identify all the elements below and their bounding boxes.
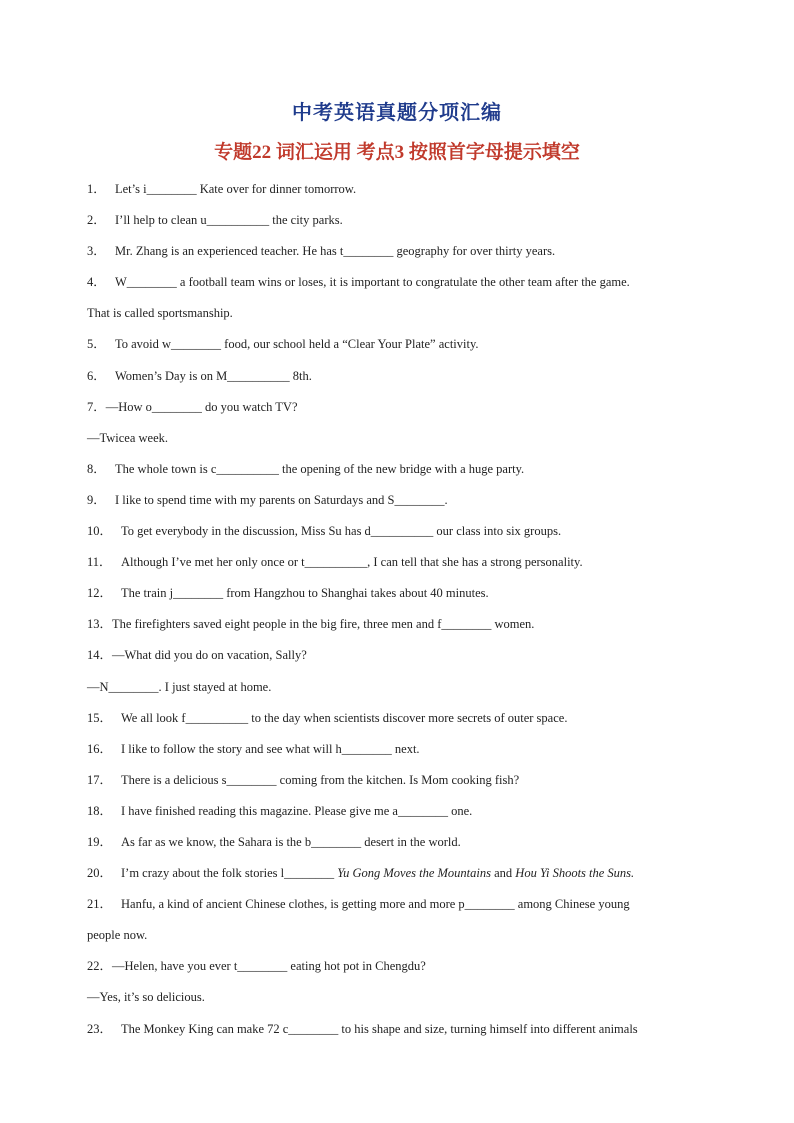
question-text: Women’s Day is on M__________ 8th.	[115, 368, 312, 383]
question-number: 2．	[87, 213, 106, 228]
question-line	[87, 672, 707, 703]
question-line	[87, 951, 707, 982]
question-line	[87, 267, 707, 298]
question-text: I’ll help to clean u__________ the city parks.	[115, 213, 343, 228]
question-line	[87, 703, 707, 734]
question-line	[87, 392, 707, 423]
question-line	[87, 765, 707, 796]
question-text: That is called sportsmanship.	[87, 306, 233, 321]
question-number: 10．	[87, 524, 113, 539]
question-line	[87, 640, 707, 671]
question-number: 6．	[87, 368, 106, 383]
question-line	[87, 298, 707, 329]
story-title: Hou Yi Shoots the Suns.	[515, 866, 635, 881]
question-number: 8．	[87, 461, 106, 476]
question-line	[87, 920, 707, 951]
question-text: and	[490, 866, 516, 881]
question-text: Although I’ve met her only once or t__________, I can tell that she has a strong personality.	[121, 555, 583, 570]
question-line	[87, 796, 707, 827]
question-number: 18．	[87, 803, 113, 818]
question-line	[87, 205, 707, 236]
question-text: —N________. I just stayed at home.	[87, 679, 272, 694]
question-number: 1．	[87, 182, 106, 196]
question-number: 3．	[87, 244, 106, 259]
question-text: I like to spend time with my parents on Saturdays and S________.	[115, 492, 448, 507]
question-text: I have finished reading this magazine. Please give me a________ one.	[121, 803, 473, 818]
question-line	[87, 236, 707, 267]
question-line	[87, 516, 707, 547]
question-text: people now.	[87, 928, 148, 943]
question-line	[87, 361, 707, 392]
question-line	[87, 889, 707, 920]
document-title: 中考英语真题分项汇编	[292, 102, 502, 124]
question-text: —Yes, it’s so delicious.	[87, 990, 205, 1005]
question-line	[87, 1014, 707, 1045]
question-text: 22．—Helen, have you ever t________ eating hot pot in Chengdu?	[87, 959, 426, 974]
question-line	[87, 174, 707, 205]
question-number: 9．	[87, 492, 106, 507]
question-text: The Monkey King can make 72 c________ to his shape and size, turning himself into different animals	[121, 1021, 638, 1036]
question-text: 7．—How o________ do you watch TV?	[87, 399, 298, 414]
question-line	[87, 982, 707, 1013]
question-text: The train j________ from Hangzhou to Shanghai takes about 40 minutes.	[121, 586, 489, 601]
question-text: As far as we know, the Sahara is the b________ desert in the world.	[121, 834, 461, 849]
document-subtitle: 专题22 词汇运用 考点3 按照首字母提示填空	[214, 142, 580, 163]
question-text: The whole town is c__________ the opening of the new bridge with a huge party.	[115, 461, 525, 476]
question-line	[87, 578, 707, 609]
question-number: 19．	[87, 834, 113, 849]
question-number: 12．	[87, 586, 113, 601]
question-line	[87, 827, 707, 858]
question-text: —Twicea week.	[87, 430, 169, 445]
question-text: Let’s i________ Kate over for dinner tomorrow.	[115, 182, 357, 196]
question-text: 13．The firefighters saved eight people in the big fire, three men and f________ women.	[87, 617, 535, 632]
question-text: I’m crazy about the folk stories l________	[121, 866, 338, 881]
question-line	[87, 547, 707, 578]
question-text: 14．—What did you do on vacation, Sally?	[87, 648, 307, 663]
question-line	[87, 609, 707, 640]
question-text: I like to follow the story and see what will h________ next.	[121, 741, 420, 756]
question-line	[87, 423, 707, 454]
question-text: We all look f__________ to the day when scientists discover more secrets of outer space.	[121, 710, 568, 725]
question-number: 20．	[87, 866, 113, 881]
question-number: 23．	[87, 1021, 113, 1036]
question-number: 15．	[87, 710, 113, 725]
question-list	[87, 174, 707, 1045]
story-title: Yu Gong Moves the Mountains	[337, 866, 491, 881]
question-number: 16．	[87, 741, 113, 756]
question-number: 11．	[87, 555, 112, 570]
question-line	[87, 454, 707, 485]
question-text: Mr. Zhang is an experienced teacher. He has t________ geography for over thirty years.	[115, 244, 556, 259]
question-text: To avoid w________ food, our school held a “Clear Your Plate” activity.	[115, 337, 479, 352]
question-number: 5．	[87, 337, 106, 352]
question-number: 21．	[87, 897, 113, 912]
question-text: Hanfu, a kind of ancient Chinese clothes, is getting more and more p________ among Chinese young	[121, 897, 630, 912]
question-text: To get everybody in the discussion, Miss Su has d__________ our class into six groups.	[121, 524, 562, 539]
question-number: 17．	[87, 772, 113, 787]
question-line	[87, 858, 707, 889]
question-number: 4．	[87, 275, 106, 290]
question-line	[87, 485, 707, 516]
question-line	[87, 734, 707, 765]
question-text: There is a delicious s________ coming from the kitchen. Is Mom cooking fish?	[121, 772, 520, 787]
question-text: W________ a football team wins or loses, it is important to congratulate the other team after the game.	[115, 275, 630, 290]
question-line	[87, 329, 707, 360]
